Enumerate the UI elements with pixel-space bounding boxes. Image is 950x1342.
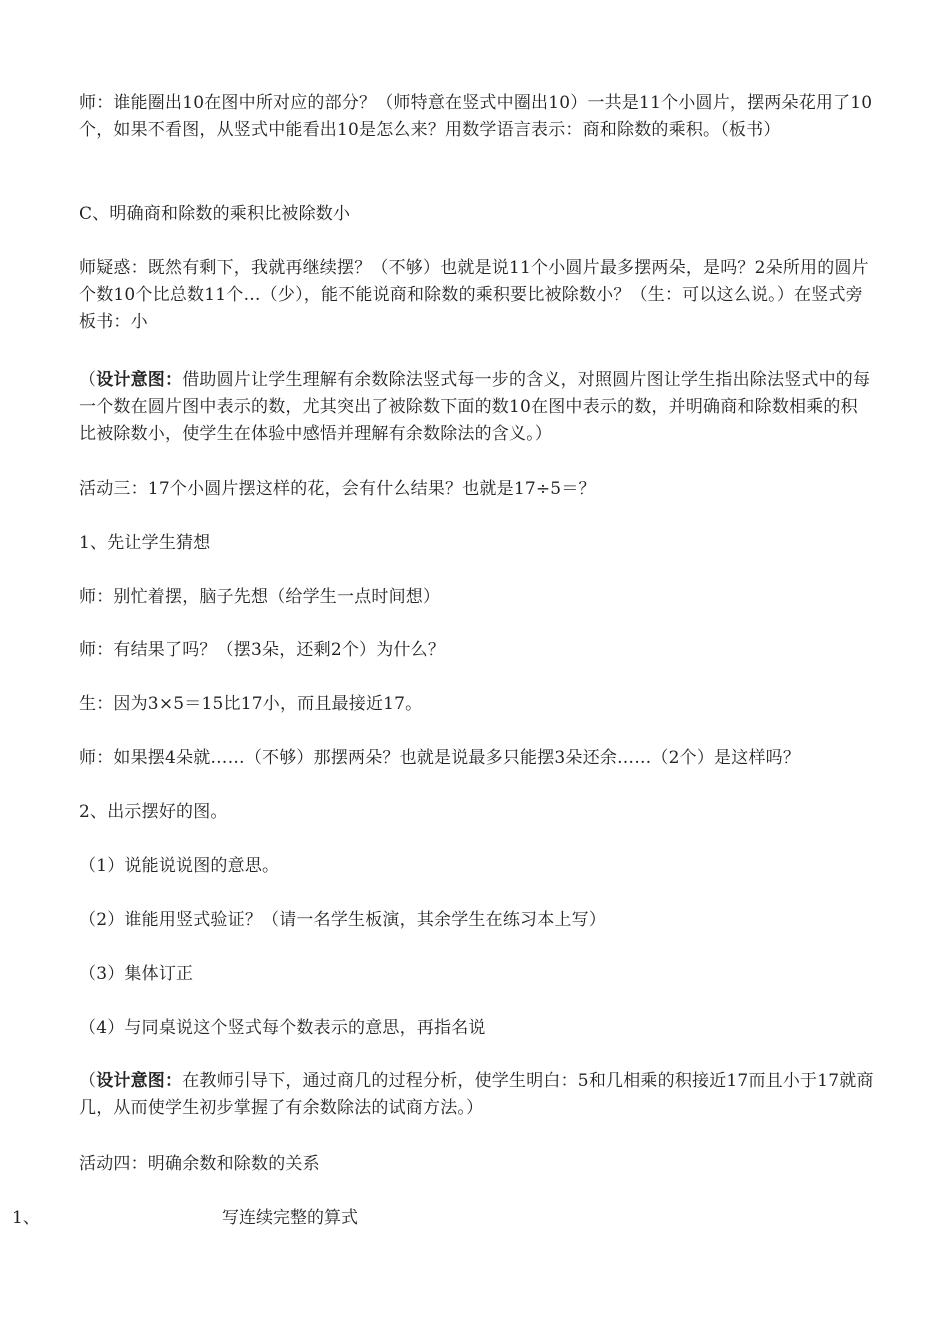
teacher-line-think: 师：别忙着摆，脑子先想（给学生一点时间想） [79, 587, 441, 607]
student-line-reason: 生：因为3×5＝15比17小，而且最接近17。 [79, 694, 423, 714]
paragraph-teacher-circle-10: 师：谁能圈出10在图中所对应的部分？（师特意在竖式中圈出10）一共是11个小圆片，摆两朵花用了10个，如果不看图，从竖式中能看出10是怎么来？用数学语言表示：商和除数的乘积。（板书） [79, 93, 873, 140]
sub-step-4: （4）与同桌说这个竖式每个数表示的意思，再指名说 [79, 1018, 486, 1038]
design-intent-1 [79, 367, 875, 448]
activity-four-heading: 活动四：明确余数和除数的关系 [79, 1154, 320, 1174]
sub-step-3: （3）集体订正 [79, 964, 194, 984]
step-show-picture: 2、出示摆好的图。 [79, 802, 228, 822]
sub-step-1: （1）说能说说图的意思。 [79, 856, 280, 876]
design-intent-open: （ [79, 370, 97, 390]
section-heading-c: C、明确商和除数的乘积比被除数小 [79, 204, 351, 224]
design-intent-label: 设计意图： [96, 370, 183, 390]
teacher-line-four: 师：如果摆4朵就……（不够）那摆两朵？也就是说最多只能摆3朵还余……（2个）是这样吗？ [79, 748, 801, 768]
list-item-text: 写连续完整的算式 [222, 1208, 358, 1228]
step-guess: 1、先让学生猜想 [79, 533, 211, 553]
activity-three-heading: 活动三：17个小圆片摆这样的花，会有什么结果？也就是17÷5＝？ [79, 479, 596, 499]
teacher-line-result: 师：有结果了吗？（摆3朵，还剩2个）为什么？ [79, 640, 446, 660]
design-intent-open: （ [79, 1071, 97, 1091]
design-intent-text: 在教师引导下，通过商几的过程分析，使学生明白：5和几相乘的积接近17而且小于17就商几，从而使学生初步掌握了有余数除法的试商方法。） [79, 1071, 874, 1118]
sub-step-2: （2）谁能用竖式验证？（请一名学生板演，其余学生在练习本上写） [79, 910, 607, 930]
list-item-number: 1、 [12, 1208, 40, 1228]
design-intent-2 [79, 1068, 875, 1122]
paragraph-teacher-doubt: 师疑惑：既然有剩下，我就再继续摆？（不够）也就是说11个小圆片最多摆两朵，是吗？2朵所用的圆片个数10个比总数11个…（少），能不能说商和除数的乘积要比被除数小？（生：可以这么说。）在竖式旁板书：小 [79, 258, 869, 332]
design-intent-label: 设计意图： [96, 1071, 183, 1091]
design-intent-text: 借助圆片让学生理解有余数除法竖式每一步的含义，对照圆片图让学生指出除法竖式中的每一个数在圆片图中表示的数，尤其突出了被除数下面的数10在图中表示的数，并明确商和除数相乘的积比被除数小，使学生在体验中感悟并理解有余数除法的含义。） [79, 370, 871, 444]
